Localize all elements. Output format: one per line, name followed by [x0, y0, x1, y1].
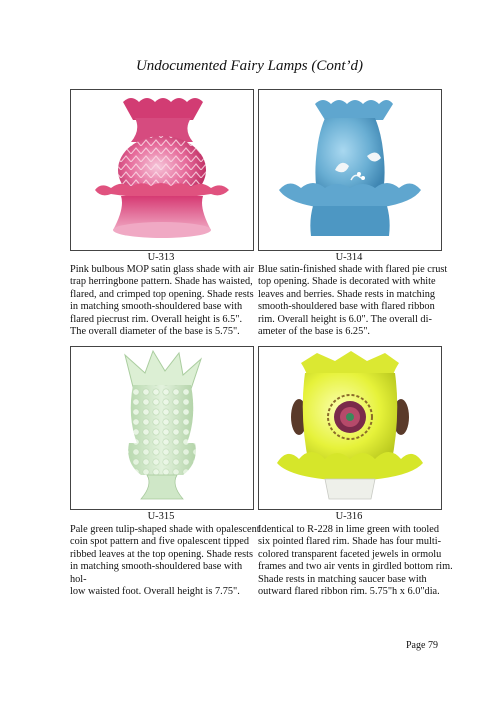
item-id-u313: U-313 — [147, 252, 175, 263]
item-id-u315: U-315 — [147, 511, 175, 522]
jewel-medallion — [328, 395, 372, 439]
pink-fairy-lamp-image — [71, 90, 253, 250]
item-id-u316: U-316 — [335, 511, 363, 522]
item-description-u316: Identical to R-228 in lime green with tooled six pointed flared rim. Shade has four multi- colored transparent faceted jewels in ormolu frames and two air vents in girdled bottom rim. Shade rests in matching saucer base with outward flared ribbon rim. 5.75"h x 6.0"dia. — [258, 524, 453, 598]
photo-panel-u314 — [258, 89, 442, 251]
photo-panel-u316 — [258, 346, 442, 510]
page-title: Undocumented Fairy Lamps (Cont’d) — [135, 58, 364, 74]
page-number: Page 79 — [406, 640, 438, 651]
item-description-u314: Blue satin-finished shade with flared pie crust top opening. Shade is decorated with white leaves and berries. Shade rests in matching smooth-shouldered base with flared ribbon rim. Overall height is 6.0". The overall di- ameter of the base is 6.25". — [258, 264, 448, 338]
blue-fairy-lamp-image — [259, 90, 441, 250]
item-description-u313: Pink bulbous MOP satin glass shade with air trap herringbone pattern. Shade has waisted, flared, and crimped top opening. Shade rests in matching smooth-shouldered base with flared piecrust rim. Overall height is 6.5". The overall diameter of the base is 5.75". — [70, 264, 255, 338]
green-tulip-lamp-image — [71, 347, 253, 509]
photo-panel-u313 — [70, 89, 254, 251]
photo-panel-u315 — [70, 346, 254, 510]
item-id-u314: U-314 — [335, 252, 363, 263]
lime-jeweled-lamp-image — [259, 347, 441, 509]
item-description-u315: Pale green tulip-shaped shade with opalescent coin spot pattern and five opalescent tipped ribbed leaves at the top opening. Shade rests in matching smooth-shouldered base with hol- low waisted foot. Overall height is 7.75". — [70, 524, 260, 598]
